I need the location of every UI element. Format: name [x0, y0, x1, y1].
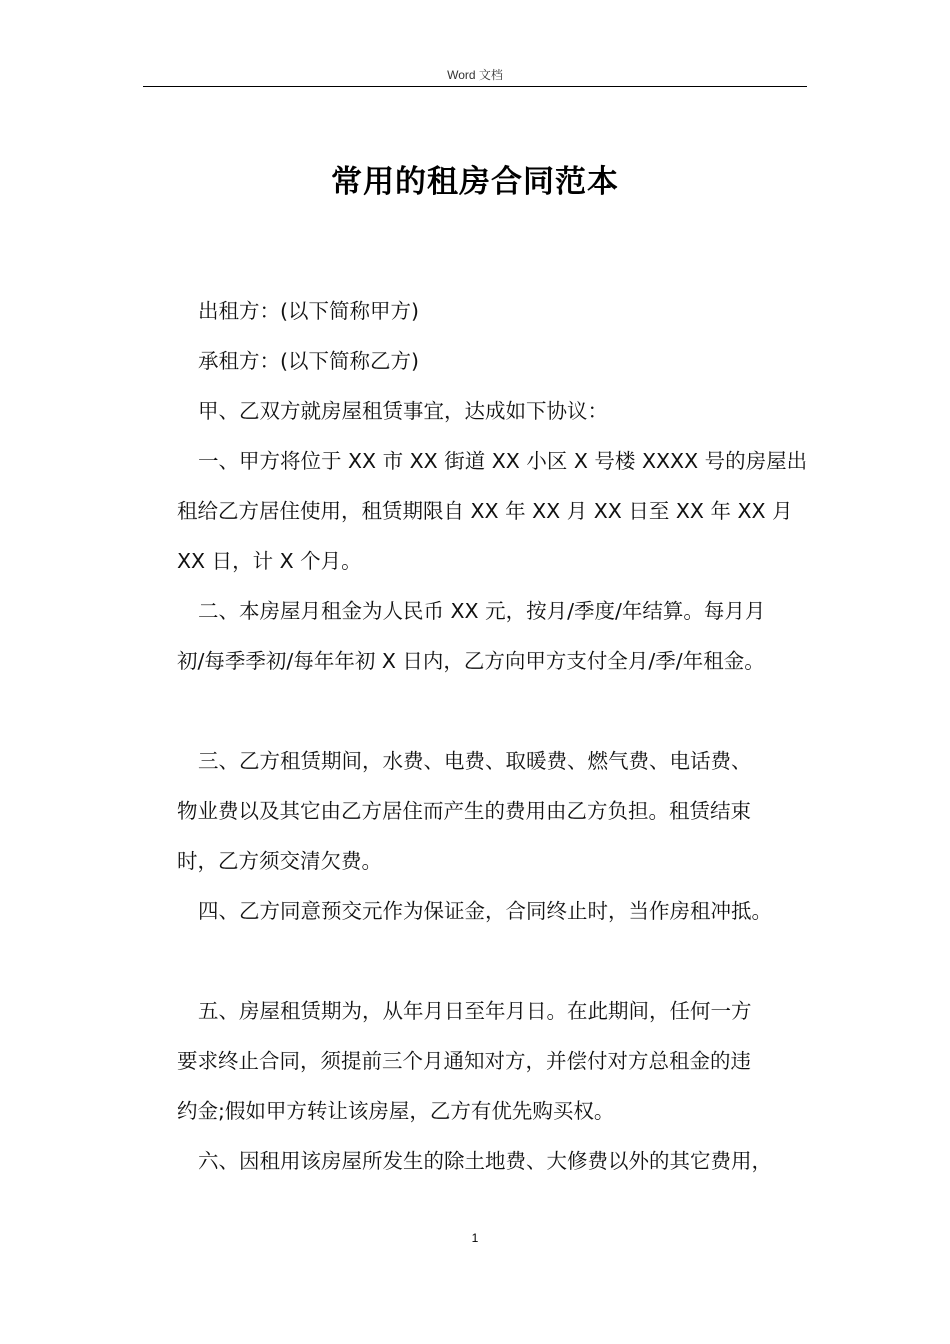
clause-1-line-2: 租给乙方居住使用，租赁期限自 XX 年 XX 月 XX 日至 XX 年 XX 月 — [177, 499, 793, 523]
clause-2-line-1: 二、本房屋月租金为人民币 XX 元，按月/季度/年结算。每月月 — [198, 599, 766, 623]
clause-5-line-2: 要求终止合同，须提前三个月通知对方，并偿付对方总租金的违 — [177, 1049, 751, 1073]
clause-5-line-1: 五、房屋租赁期为，从年月日至年月日。在此期间，任何一方 — [198, 999, 752, 1023]
clause-5-line-3: 约金;假如甲方转让该房屋，乙方有优先购买权。 — [177, 1099, 615, 1123]
clause-1-line-3: XX 日，计 X 个月。 — [177, 549, 362, 573]
clause-4-line-1: 四、乙方同意预交元作为保证金，合同终止时，当作房租冲抵。 — [198, 899, 772, 923]
header-rule — [143, 86, 807, 87]
party-b-line: 承租方：(以下简称乙方) — [198, 349, 419, 373]
clause-1-line-1: 一、甲方将位于 XX 市 XX 街道 XX 小区 X 号楼 XXXX 号的房屋出 — [198, 449, 808, 473]
document-title: 常用的租房合同范本 — [331, 164, 619, 200]
clause-3-line-3: 时，乙方须交清欠费。 — [177, 849, 382, 873]
clause-2-line-2: 初/每季季初/每年年初 X 日内，乙方向甲方支付全月/季/年租金。 — [177, 649, 765, 673]
agreement-intro: 甲、乙双方就房屋租赁事宜，达成如下协议： — [198, 399, 608, 423]
page-number: 1 — [471, 1231, 479, 1245]
page-header: Word 文档 — [447, 68, 503, 82]
clause-6-line-1: 六、因租用该房屋所发生的除土地费、大修费以外的其它费用， — [198, 1149, 772, 1173]
party-a-line: 出租方：(以下简称甲方) — [198, 299, 419, 323]
clause-3-line-1: 三、乙方租赁期间，水费、电费、取暖费、燃气费、电话费、 — [198, 749, 752, 773]
clause-3-line-2: 物业费以及其它由乙方居住而产生的费用由乙方负担。租赁结束 — [177, 799, 751, 823]
